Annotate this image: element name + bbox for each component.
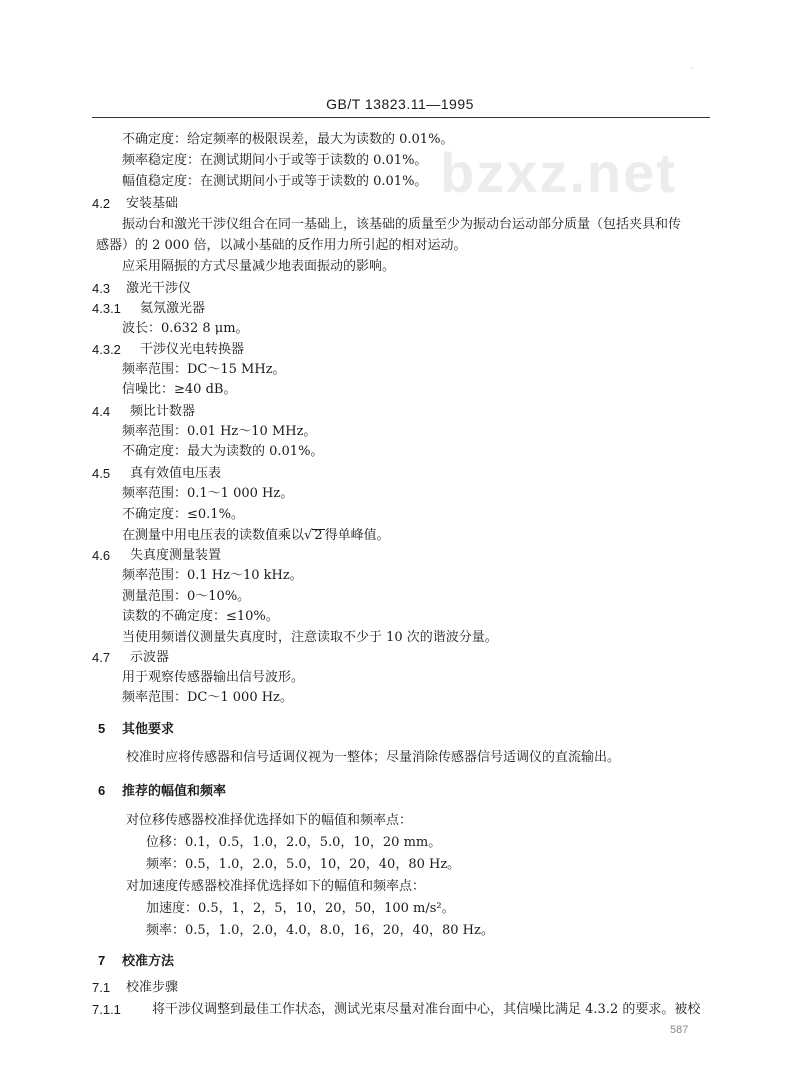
section-number: 4.4 <box>92 404 111 419</box>
section-number: 5 <box>98 721 106 736</box>
section-title: 干涉仪光电转换器 <box>140 342 245 357</box>
intro-line-3: 幅值稳定度：在测试期间小于或等于读数的 0.01%。 <box>122 174 428 189</box>
section-title: 真有效值电压表 <box>130 466 222 481</box>
section-title: 推荐的幅值和频率 <box>122 783 227 798</box>
header-rule <box>92 117 710 118</box>
section-title: 校准步骤 <box>126 980 179 995</box>
spec-line: 不确定度：≤0.1%。 <box>122 507 244 522</box>
section-number: 4.7 <box>92 650 111 665</box>
section-title: 安装基础 <box>126 196 179 211</box>
paragraph-line: 校准时应将传感器和信号适调仪视为一整体；尽量消除传感器信号适调仪的直流输出。 <box>126 750 621 765</box>
value-line: 频率：0.5，1.0，2.0，4.0，8.0，16，20，40，80 Hz。 <box>146 923 494 938</box>
section-number: 7.1.1 <box>92 1002 121 1017</box>
value-line: 频率：0.5，1.0，2.0，5.0，10，20，40，80 Hz。 <box>146 857 461 872</box>
section-number: 6 <box>98 783 106 798</box>
sqrt-radicand: 2 <box>314 528 323 543</box>
page-number: 587 <box>670 1024 689 1036</box>
section-number: 4.5 <box>92 466 111 481</box>
paragraph-line: 对位移传感器校准择优选择如下的幅值和频率点： <box>126 813 413 828</box>
text-segment: 得单峰值。 <box>324 528 390 543</box>
paragraph-line: 振动台和激光干涉仪组合在同一基础上，该基础的质量至少为振动台运动部分质量（包括夹具和传 <box>122 217 682 232</box>
section-number: 4.3.1 <box>92 301 121 316</box>
section-title: 示波器 <box>130 650 170 665</box>
section-number: 7 <box>98 953 106 968</box>
intro-line-1: 不确定度：给定频率的极限误差，最大为读数的 0.01%。 <box>122 132 454 147</box>
section-title: 氦氖激光器 <box>140 301 206 316</box>
section-number: 7.1 <box>92 980 111 995</box>
section-title: 频比计数器 <box>130 404 196 419</box>
section-title: 失真度测量装置 <box>130 548 222 563</box>
text-segment: 在测量中用电压表的读数值乘以 <box>122 528 305 543</box>
spec-line: 不确定度：最大为读数的 0.01%。 <box>122 444 324 459</box>
section-number: 4.3.2 <box>92 342 121 357</box>
spec-line: 用于观察传感器输出信号波形。 <box>122 670 305 685</box>
spec-line: 频率范围：0.1～1 000 Hz。 <box>122 486 294 501</box>
spec-line <box>122 528 390 544</box>
spec-line: 波长：0.632 8 μm。 <box>122 321 249 336</box>
section-number: 4.3 <box>92 281 111 296</box>
spec-line: 频率范围：DC～15 MHz。 <box>122 362 286 377</box>
intro-line-2: 频率稳定度：在测试期间小于或等于读数的 0.01%。 <box>122 153 428 168</box>
section-title: 激光干涉仪 <box>126 281 192 296</box>
paragraph-line: 对加速度传感器校准择优选择如下的幅值和频率点： <box>126 879 426 894</box>
page-header: GB/T 13823.11—1995 <box>326 96 474 112</box>
spec-line: 频率范围：0.1 Hz～10 kHz。 <box>122 568 303 583</box>
spec-line: 频率范围：0.01 Hz～10 MHz。 <box>122 424 317 439</box>
paragraph-line: 感器）的 2 000 倍，以减小基础的反作用力所引起的相对运动。 <box>96 238 467 253</box>
section-number: 4.6 <box>92 548 111 563</box>
spec-line: 频率范围：DC～1 000 Hz。 <box>122 690 293 705</box>
value-line: 位移：0.1，0.5，1.0，2.0，5.0，10，20 mm。 <box>146 835 442 850</box>
spec-line: 读数的不确定度：≤10%。 <box>122 609 279 624</box>
spec-line: 测量范围：0～10%。 <box>122 589 251 604</box>
spec-line: 当使用频谱仪测量失真度时，注意读取不少于 10 次的谐波分量。 <box>122 630 498 645</box>
watermark: bzxz.net <box>440 141 677 204</box>
scan-artifact: · <box>690 64 694 75</box>
paragraph-line: 将干涉仪调整到最佳工作状态，测试光束尽量对准台面中心，其信噪比满足 4.3.2 的要求。被校 <box>152 1002 701 1017</box>
section-number: 4.2 <box>92 196 111 211</box>
section-title: 其他要求 <box>122 721 175 736</box>
spec-line: 信噪比：≥40 dB。 <box>122 382 237 397</box>
paragraph-line: 应采用隔振的方式尽量减少地表面振动的影响。 <box>122 259 396 274</box>
sqrt-symbol: √ <box>304 528 313 543</box>
value-line: 加速度：0.5，1，2，5，10，20，50，100 m/s²。 <box>146 901 455 916</box>
section-title: 校准方法 <box>122 953 175 968</box>
